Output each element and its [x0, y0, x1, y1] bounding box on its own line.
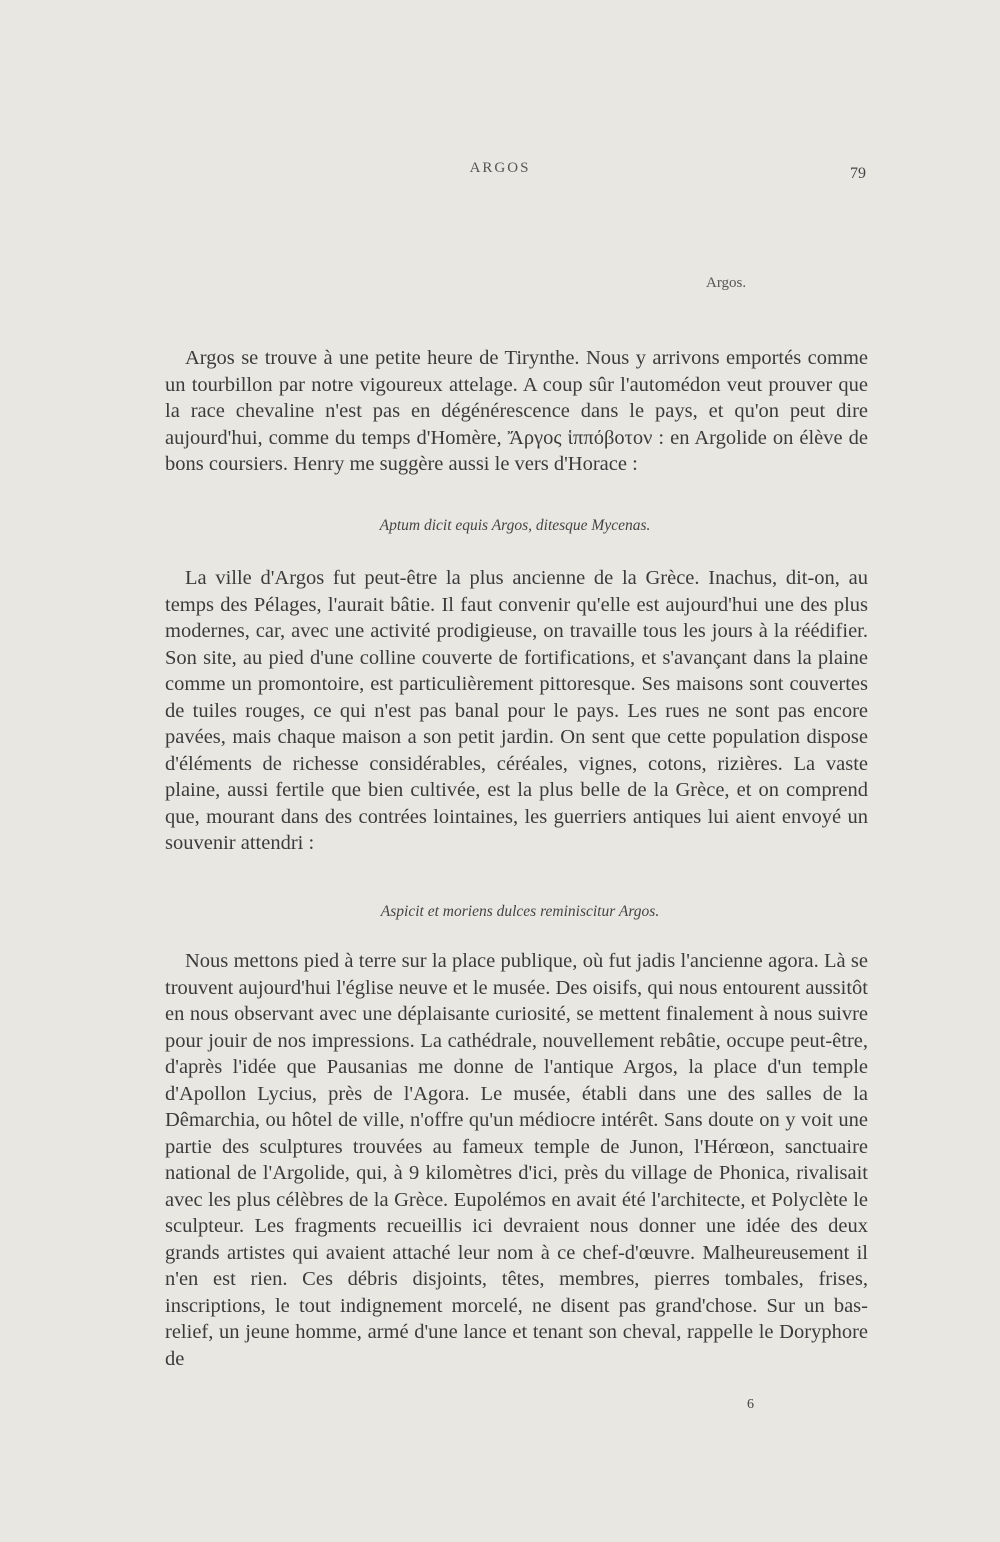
- paragraph-text: Argos se trouve à une petite heure de Tirynthe. Nous y arrivons emportés comme un tourbillon par notre vigoureux attelage. A coup sûr l'automédon veut prouver que la race chevaline n'est pas en dégénérescence dans le pays, et qu'on peut dire aujourd'hui, comme du temps d'Homère, Ἄργος ἱππόβοτον : en Argolide on élève de bons coursiers. Henry me suggère aussi le vers d'Horace :: [165, 347, 868, 475]
- paragraph-1: [165, 345, 868, 478]
- paragraph-text: Nous mettons pied à terre sur la place publique, où fut jadis l'ancienne agora. Là se trouvent aujourd'hui l'église neuve et le musée. Des oisifs, qui nous entourent aussitôt en nous observant avec une déplaisante curiosité, se mettent finalement à nous suivre pour jouir de nos impressions. La cathédrale, nouvellement rebâtie, occupe peut-être, d'après l'idée que Pausanias me donne de l'antique Argos, la place d'un temple d'Apollon Lycius, près de l'Agora. Le musée, établi dans une des salles de la Dêmarchia, ou hôtel de ville, n'offre qu'un médiocre intérêt. Sans doute on y voit une partie des sculptures trouvées au fameux temple de Junon, l'Hérœon, sanctuaire national de l'Argolide, qui, à 9 kilomètres d'ici, près du village de Phonica, rivalisait avec les plus célèbres de la Grèce. Eupolémos en avait été l'architecte, et Polyclète le sculpteur. Les fragments recueillis ici devraient nous donner une idée des deux grands artistes qui avaient attaché leur nom à ce chef-d'œuvre. Malheureusement il n'en est rien. Ces débris disjoints, têtes, membres, pierres tombales, frises, inscriptions, le tout indignement morcelé, ne disent pas grand'chose. Sur un bas-relief, un jeune homme, armé d'une lance et tenant son cheval, rappelle le Doryphore de: [165, 950, 868, 1370]
- quote-horace: Aptum dicit equis Argos, ditesque Mycenas.: [379, 517, 651, 534]
- paragraph-2: [165, 565, 868, 857]
- section-title: Argos.: [706, 275, 747, 291]
- page-number: 79: [850, 165, 866, 182]
- quote-virgil: Aspicit et moriens dulces reminiscitur Argos.: [380, 903, 660, 920]
- running-head: ARGOS: [469, 160, 531, 176]
- paragraph-text: La ville d'Argos fut peut-être la plus ancienne de la Grèce. Inachus, dit-on, au temps des Pélages, l'aurait bâtie. Il faut convenir qu'elle est aujourd'hui une des plus modernes, car, avec une activité prodigieuse, on travaille tous les jours à la réédifier. Son site, au pied d'une colline couverte de fortifications, et s'avançant dans la plaine comme un promontoire, est particulièrement pittoresque. Ses maisons sont couvertes de tuiles rouges, ce qui n'est pas banal pour le pays. Les rues ne sont pas encore pavées, mais chaque maison a son petit jardin. On sent que cette population dispose d'éléments de richesse considérables, céréales, vignes, cotons, rizières. La vaste plaine, aussi fertile que bien cultivée, est la plus belle de la Grèce, et on comprend que, mourant dans des contrées lointaines, les guerriers antiques lui aient envoyé un souvenir attendri :: [165, 567, 868, 854]
- signature-mark: 6: [747, 1397, 754, 1412]
- paragraph-3: [165, 948, 868, 1372]
